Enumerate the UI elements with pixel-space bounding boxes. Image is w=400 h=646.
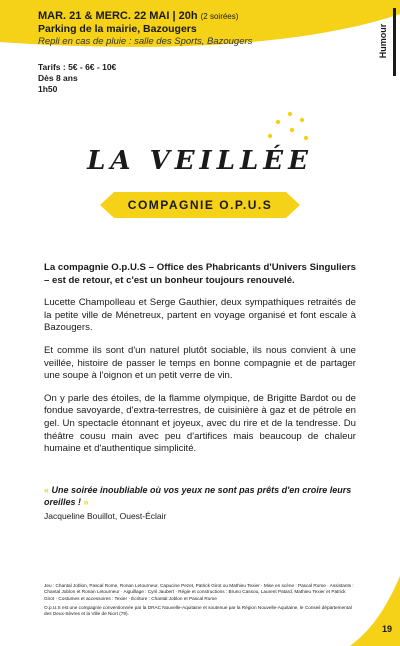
- cast-credits: Jeu : Chantal Joblon, Pascal Rome, Ronan Letourneur, Capucine Pezet, Patrick Girot ou Mathieu Texier · Mise en scène : Pascal Rome · Assistants : Chantal Joblon et Ronan Letourneur · Aiguillage : Cyril Jaubert · Régie et constructions : Bruno Cassou, Laurent Patard, Mathieu Texier et Patrick Girot · Costumes et accessoires : Texier · Écriture : Chantal Joblon et Pascal Rome: [44, 583, 354, 601]
- press-quote: [44, 484, 356, 522]
- company-ribbon: [100, 190, 300, 220]
- quote-text: Une soirée inoubliable où vos yeux ne sont pas prêts d'en croire leurs oreilles !: [44, 485, 352, 507]
- credits: [44, 583, 356, 620]
- decorative-dots: [262, 108, 312, 148]
- show-title: LA VEILLÉE: [87, 146, 313, 176]
- event-header: [38, 10, 338, 48]
- event-info: [38, 62, 116, 95]
- sessions-count: (2 soirées): [200, 12, 239, 21]
- paragraph: Lucette Champolleau et Serge Gauthier, deux sympathiques retraités de la petite ville de Ménetreux, partent en voyage organisé et font escale à Bazougers.: [44, 297, 356, 334]
- company-name: COMPAGNIE O.P.U.S: [127, 198, 273, 212]
- duration: 1h50: [38, 84, 58, 94]
- support-credits: O.p.U.S est une compagnie conventionnée par la DRAC Nouvelle-Aquitaine et soutenue par la Région Nouvelle-Aquitaine, le Conseil départemental des Deux-Sèvres et la Ville de Niort (79).: [44, 604, 352, 617]
- corner-swoosh: [340, 576, 400, 646]
- lead-paragraph: La compagnie O.p.U.S – Office des Phabricants d'Univers Singuliers – est de retour, et c'est un bonheur toujours renouvelé.: [44, 262, 356, 286]
- rain-fallback: Repli en cas de pluie : salle des Sports, Bazougers: [38, 36, 253, 47]
- tarifs: Tarifs : 5€ - 6€ - 10€: [38, 62, 117, 72]
- quote-close-icon: »: [83, 497, 89, 507]
- quote-author: Jacqueline Bouillot, Ouest-Éclair: [44, 511, 167, 521]
- page-number: 19: [381, 624, 392, 634]
- description: [44, 262, 356, 466]
- event-place: Parking de la mairie, Bazougers: [38, 23, 197, 35]
- paragraph: On y parle des étoiles, de la flamme olympique, de Brigitte Bardot ou de fondue savoyarde, d'extra-terrestres, de cuisinière à gaz et de pétrole en gel. Un spectacle étonnant et joyeux, avec du rire et de la tendresse. Du théâtre cousu main avec peu d'artifices mais beaucoup de chaleur humaine et d'authentique simplicité.: [44, 392, 356, 455]
- category-label: Humour: [378, 23, 388, 59]
- age-limit: Dès 8 ans: [38, 73, 78, 83]
- paragraph: Et comme ils sont d'un naturel plutôt sociable, ils nous convient à une veillée, histoire de passer le temps en bonne compagnie et de partager une soupe à l'oignon et un petit verre de vin.: [44, 344, 356, 382]
- event-date: MAR. 21 & MERC. 22 MAI | 20h (2 soirées): [38, 10, 239, 22]
- category-bar: [393, 8, 396, 76]
- quote-mark-icon: «: [44, 485, 50, 495]
